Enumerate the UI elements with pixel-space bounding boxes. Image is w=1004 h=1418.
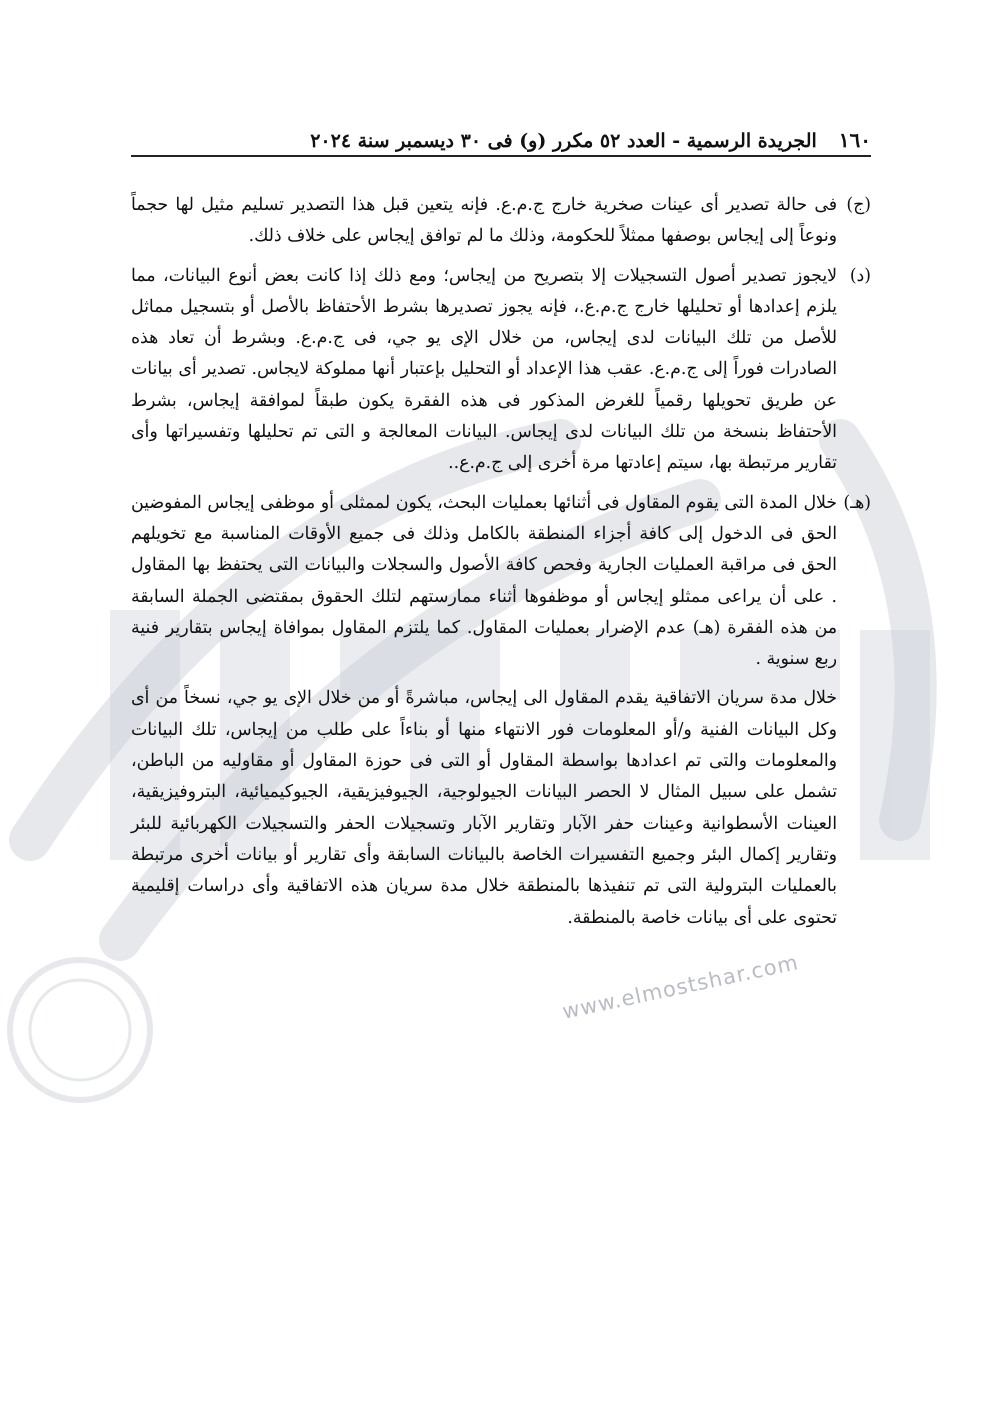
page-number: ١٦٠ (838, 128, 871, 152)
clause-marker: (هـ) (843, 492, 871, 513)
gazette-title: الجريدة الرسمية - العدد ٥٢ مكرر (و) فى ٣٠ ديسمبر سنة ٢٠٢٤ (310, 130, 817, 152)
clause-d (131, 261, 871, 480)
document-body (131, 190, 871, 934)
clause-text: خلال المدة التى يقوم المقاول فى أثنائها بعمليات البحث، يكون لممثلى أو موظفى إيجاس المفوضين الحق فى الدخول إلى كافة أجزاء المنطقة بالكامل وذلك فى جميع الأوقات المناسبة مع تخويلهم الحق فى مراقبة العمليات الجارية وفحص كافة الأصول والسجلات والبيانات التى يحتفظ بها المقاول . على أن يراعى ممثلو إيجاس أو موظفوها أثناء ممارستهم لتلك الحقوق بمقتضى الجملة السابقة من هذه الفقرة (هـ) عدم الإضرار بعمليات المقاول. كما يلتزم المقاول بموافاة إيجاس بتقارير فنية ربع سنوية . (131, 492, 837, 670)
clause-text: لايجوز تصدير أصول التسجيلات إلا بتصريح من إيجاس؛ ومع ذلك إذا كانت بعض أنوع البيانات، مما يلزم إعدادها أو تحليلها خارج ج.م.ع.، فإنه يجوز تصديرها بشرط الأحتفاظ بالأصل أو بتسجيل مماثل للأصل من تلك البيانات لدى إيجاس، من خلال الإى يو جي، فى ج.م.ع. وبشرط أن تعاد هذه الصادرات فوراً إلى ج.م.ع. عقب هذا الإعداد أو التحليل بإعتبار أنها مملوكة لايجاس. تصدير أى بيانات عن طريق تحويلها رقمياً للغرض المذكور فى هذه الفقرة يكون طبقاً لموافقة إيجاس، بشرط الأحتفاظ بنسخة من تلك البيانات لدى إيجاس. البيانات المعالجة و التى تم تحليلها وتفسيراتها وأى تقارير مرتبطة بها، سيتم إعادتها مرة أخرى إلى ج.م.ع.. (131, 265, 837, 474)
clause-marker: (ج) (846, 195, 871, 215)
watermark-url: www.elmostshar.com (560, 950, 801, 1024)
page-header (133, 112, 871, 152)
closing-paragraph: خلال مدة سريان الاتفاقية يقدم المقاول الى إيجاس، مباشرةً أو من خلال الإى يو جي، نسخاً من أى وكل البيانات الفنية و/أو المعلومات فور الانتهاء منها أو بناءاً على طلب من إيجاس، تلك البيانات والمعلومات والتى تم اعدادها بواسطة المقاول أو التى فى حوزة المقاول أو مقاوليه من الباطن، تشمل على سبيل المثال لا الحصر البيانات الجيولوجية، الجيوفيزيقية، الجيوكيميائية، البتروفيزيقية، العينات الأسطوانية وعينات حفر الآبار وتقارير الآبار وتسجيلات الحفر والتسجيلات الكهربائية للبئر وتقارير إكمال البئر وجميع التفسيرات الخاصة بالبيانات السابقة وأى تقارير أو بيانات أخرى مرتبطة بالعمليات البترولية التى تم تنفيذها بالمنطقة خلال مدة سريان هذه الاتفاقية وأى دراسات إقليمية تحتوى على أى بيانات خاصة بالمنطقة. (131, 688, 837, 928)
clause-j (131, 190, 871, 253)
clause-text: فى حالة تصدير أى عينات صخرية خارج ج.م.ع. فإنه يتعين قبل هذا التصدير تسليم مثيل لها حجماً ونوعاً إلى إيجاس بوصفها ممثلاً للحكومة، وذلك ما لم توافق إيجاس على خلاف ذلك. (131, 195, 837, 247)
clause-marker: (د) (849, 265, 871, 286)
header-divider (131, 155, 871, 157)
clause-h (131, 488, 871, 676)
